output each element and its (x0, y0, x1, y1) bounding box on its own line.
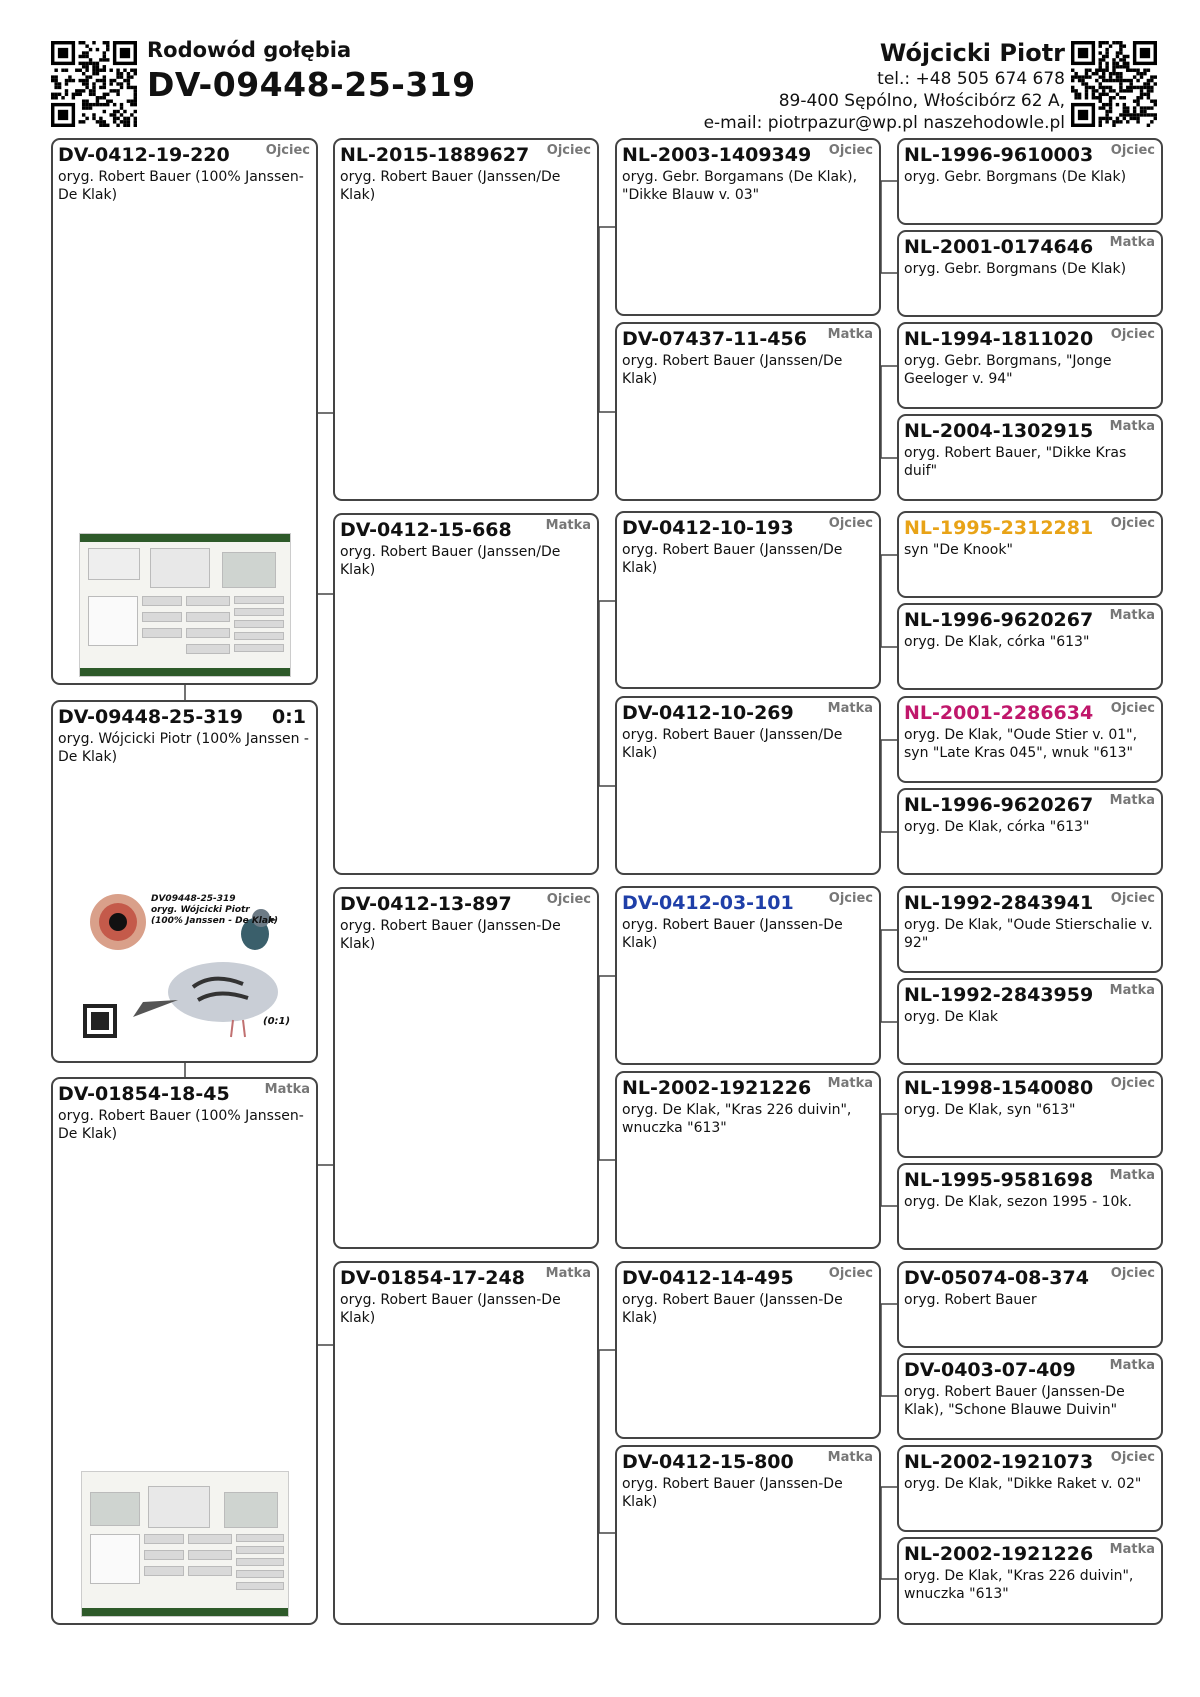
origin-description: oryg. De Klak, "Oude Stierschalie v. 92" (904, 917, 1153, 951)
ring-number: DV-0412-10-193 (622, 517, 794, 539)
sex-label: Ojciec (828, 891, 873, 906)
qr-code-left (51, 41, 137, 127)
ring-number: NL-1992-2843959 (904, 984, 1094, 1006)
origin-description: oryg. Robert Bauer (100% Janssen- De Klak) (58, 1108, 304, 1142)
great-great-grandparent-box[interactable] (897, 1261, 1163, 1348)
great-great-grandparent-box[interactable] (897, 414, 1163, 501)
origin-description: oryg. Robert Bauer (Janssen-De Klak) (622, 1292, 843, 1326)
great-grandparent-box[interactable] (615, 1261, 881, 1439)
origin-description: oryg. Robert Bauer (904, 1292, 1037, 1308)
pedigree-ring-number: DV-09448-25-319 (147, 65, 476, 104)
ring-number: NL-1995-2312281 (904, 517, 1094, 539)
origin-description: oryg. Robert Bauer (Janssen/De Klak) (622, 353, 843, 387)
ring-number: NL-2004-1302915 (904, 420, 1094, 442)
owner-name: Wójcicki Piotr (879, 39, 1065, 67)
sex-label: Ojciec (1110, 891, 1155, 906)
pedigree-subtitle: Rodowód gołębia (147, 38, 352, 62)
sex-label: Ojciec (1110, 1076, 1155, 1091)
great-grandparent-box[interactable] (615, 138, 881, 316)
great-great-grandparent-box[interactable] (897, 511, 1163, 598)
ring-number: NL-1992-2843941 (904, 892, 1094, 914)
great-grandparent-box[interactable] (615, 1445, 881, 1625)
great-grandparent-box[interactable] (615, 886, 881, 1065)
sex-label: Matka (827, 701, 873, 716)
great-great-grandparent-box[interactable] (897, 886, 1163, 973)
origin-description: oryg. Robert Bauer (Janssen-De Klak) (340, 918, 561, 952)
sex-label: Ojciec (546, 892, 591, 907)
ring-number: DV-0412-15-668 (340, 519, 512, 541)
subject-ring-number: DV-09448-25-319 (58, 706, 243, 728)
great-great-grandparent-box[interactable] (897, 230, 1163, 317)
sex-label: Ojciec (828, 143, 873, 158)
sex-label: Ojciec (265, 143, 310, 158)
photo-caption-owner: oryg. Wójcicki Piotr (151, 905, 250, 915)
ring-number: NL-1996-9610003 (904, 144, 1094, 166)
ring-number: DV-0412-14-495 (622, 1267, 794, 1289)
great-great-grandparent-box[interactable] (897, 1537, 1163, 1625)
owner-phone: tel.: +48 505 674 678 (877, 69, 1065, 89)
sex-label: Ojciec (1110, 143, 1155, 158)
ring-number: DV-0412-03-101 (622, 892, 794, 914)
great-great-grandparent-box[interactable] (897, 696, 1163, 783)
origin-description: oryg. Gebr. Borgmans (De Klak) (904, 169, 1127, 185)
ring-number: DV-0403-07-409 (904, 1359, 1076, 1381)
ring-number: DV-01854-17-248 (340, 1267, 525, 1289)
sex-label: Matka (827, 327, 873, 342)
ring-number: NL-2001-0174646 (904, 236, 1094, 258)
ring-number: NL-2002-1921226 (622, 1077, 812, 1099)
sex-label: Matka (1109, 608, 1155, 623)
sex-label: Ojciec (1110, 1450, 1155, 1465)
ring-number: NL-1995-9581698 (904, 1169, 1094, 1191)
subject-score: 0:1 (271, 706, 306, 728)
sex-label: Matka (1109, 1358, 1155, 1373)
origin-description: oryg. De Klak, syn "613" (904, 1102, 1076, 1118)
sex-label: Ojciec (828, 1266, 873, 1281)
sex-label: Matka (1109, 235, 1155, 250)
great-grandparent-box[interactable] (615, 1071, 881, 1249)
origin-description: oryg. Robert Bauer (Janssen/De Klak) (622, 542, 843, 576)
origin-description: oryg. Robert Bauer, "Dikke Kras duif" (904, 445, 1127, 479)
ring-number: DV-0412-10-269 (622, 702, 794, 724)
origin-description: oryg. Robert Bauer (Janssen/De Klak) (622, 727, 843, 761)
owner-info (704, 38, 1065, 134)
great-great-grandparent-box[interactable] (897, 1163, 1163, 1250)
great-grandparent-box[interactable] (615, 511, 881, 689)
origin-description: oryg. Gebr. Borgamans (De Klak), "Dikke Blauw v. 03" (622, 169, 858, 203)
sex-label: Matka (545, 518, 591, 533)
photo-score: (0:1) (263, 1016, 291, 1027)
grandparent-box[interactable] (333, 513, 599, 875)
sex-label: Matka (1109, 1542, 1155, 1557)
origin-description: oryg. Robert Bauer (Janssen-De Klak), "Schone Blauwe Duivin" (904, 1384, 1125, 1418)
owner-address: 89-400 Sępólno, Włościbórz 62 A, (778, 91, 1065, 111)
origin-description: oryg. Gebr. Borgmans, "Jonge Geeloger v. 94" (904, 353, 1112, 387)
ring-number: NL-1996-9620267 (904, 794, 1094, 816)
pedigree-card-thumbnail (81, 1471, 289, 1617)
origin-description: oryg. De Klak (904, 1009, 998, 1025)
ring-number: NL-2001-2286634 (904, 702, 1094, 724)
pigeon-photo (83, 892, 293, 1047)
grandparent-box[interactable] (333, 887, 599, 1249)
origin-description: oryg. Robert Bauer (100% Janssen- De Klak) (58, 169, 304, 203)
sex-label: Matka (827, 1450, 873, 1465)
sex-label: Matka (1109, 793, 1155, 808)
origin-description: oryg. De Klak, "Dikke Raket v. 02" (904, 1476, 1142, 1492)
ring-number: DV-0412-15-800 (622, 1451, 794, 1473)
ring-number: NL-1996-9620267 (904, 609, 1094, 631)
subject-box[interactable] (51, 700, 318, 1063)
origin-description: oryg. Gebr. Borgmans (De Klak) (904, 261, 1127, 277)
great-grandparent-box[interactable] (615, 696, 881, 875)
sex-label: Matka (827, 1076, 873, 1091)
parent-father-box[interactable] (51, 138, 318, 685)
ring-number: DV-0412-13-897 (340, 893, 512, 915)
ring-number: DV-0412-19-220 (58, 144, 230, 166)
sex-label: Matka (264, 1082, 310, 1097)
origin-description: oryg. Robert Bauer (Janssen-De Klak) (622, 917, 843, 951)
owner-email: e-mail: piotrpazur@wp.pl naszehodowle.pl (703, 113, 1065, 133)
origin-description: oryg. De Klak, córka "613" (904, 819, 1090, 835)
origin-description: oryg. Robert Bauer (Janssen-De Klak) (340, 1292, 561, 1326)
origin-description: oryg. Robert Bauer (Janssen/De Klak) (340, 544, 561, 578)
sex-label: Ojciec (1110, 516, 1155, 531)
great-great-grandparent-box[interactable] (897, 788, 1163, 875)
sex-label: Ojciec (1110, 1266, 1155, 1281)
sex-label: Matka (1109, 1168, 1155, 1183)
great-great-grandparent-box[interactable] (897, 138, 1163, 225)
great-great-grandparent-box[interactable] (897, 978, 1163, 1065)
origin-description: oryg. De Klak, córka "613" (904, 634, 1090, 650)
grandparent-box[interactable] (333, 1261, 599, 1625)
sex-label: Ojciec (1110, 701, 1155, 716)
ring-number: NL-2015-1889627 (340, 144, 530, 166)
sex-label: Matka (1109, 419, 1155, 434)
origin-description: oryg. De Klak, "Oude Stier v. 01", syn "Late Kras 045", wnuk "613" (904, 727, 1138, 761)
origin-description: oryg. De Klak, "Kras 226 duivin", wnuczka "613" (622, 1102, 852, 1136)
great-great-grandparent-box[interactable] (897, 603, 1163, 690)
sex-label: Ojciec (1110, 327, 1155, 342)
origin-description: syn "De Knook" (904, 542, 1013, 558)
sex-label: Ojciec (828, 516, 873, 531)
origin-description: oryg. De Klak, sezon 1995 - 10k. (904, 1194, 1132, 1210)
parent-mother-box[interactable] (51, 1077, 318, 1625)
pedigree-card-thumbnail (79, 533, 291, 677)
origin-description: oryg. De Klak, "Kras 226 duivin", wnuczka "613" (904, 1568, 1134, 1602)
photo-caption-breed: (100% Janssen - De Klak) (151, 916, 279, 926)
great-great-grandparent-box[interactable] (897, 1353, 1163, 1440)
qr-code-right (1071, 41, 1157, 127)
sex-label: Matka (545, 1266, 591, 1281)
ring-number: DV-05074-08-374 (904, 1267, 1089, 1289)
ring-number: NL-1994-1811020 (904, 328, 1094, 350)
sex-label: Matka (1109, 983, 1155, 998)
photo-caption-ring: DV09448-25-319 (151, 894, 236, 904)
great-great-grandparent-box[interactable] (897, 322, 1163, 409)
great-great-grandparent-box[interactable] (897, 1071, 1163, 1158)
subject-origin: oryg. Wójcicki Piotr (100% Janssen - De Klak) (58, 731, 309, 765)
ring-number: DV-07437-11-456 (622, 328, 807, 350)
grandparent-box[interactable] (333, 138, 599, 501)
ring-number: DV-01854-18-45 (58, 1083, 230, 1105)
great-grandparent-box[interactable] (615, 322, 881, 501)
ring-number: NL-2003-1409349 (622, 144, 812, 166)
sex-label: Ojciec (546, 143, 591, 158)
ring-number: NL-2002-1921226 (904, 1543, 1094, 1565)
origin-description: oryg. Robert Bauer (Janssen/De Klak) (340, 169, 561, 203)
origin-description: oryg. Robert Bauer (Janssen-De Klak) (622, 1476, 843, 1510)
ring-number: NL-1998-1540080 (904, 1077, 1094, 1099)
ring-number: NL-2002-1921073 (904, 1451, 1094, 1473)
great-great-grandparent-box[interactable] (897, 1445, 1163, 1532)
